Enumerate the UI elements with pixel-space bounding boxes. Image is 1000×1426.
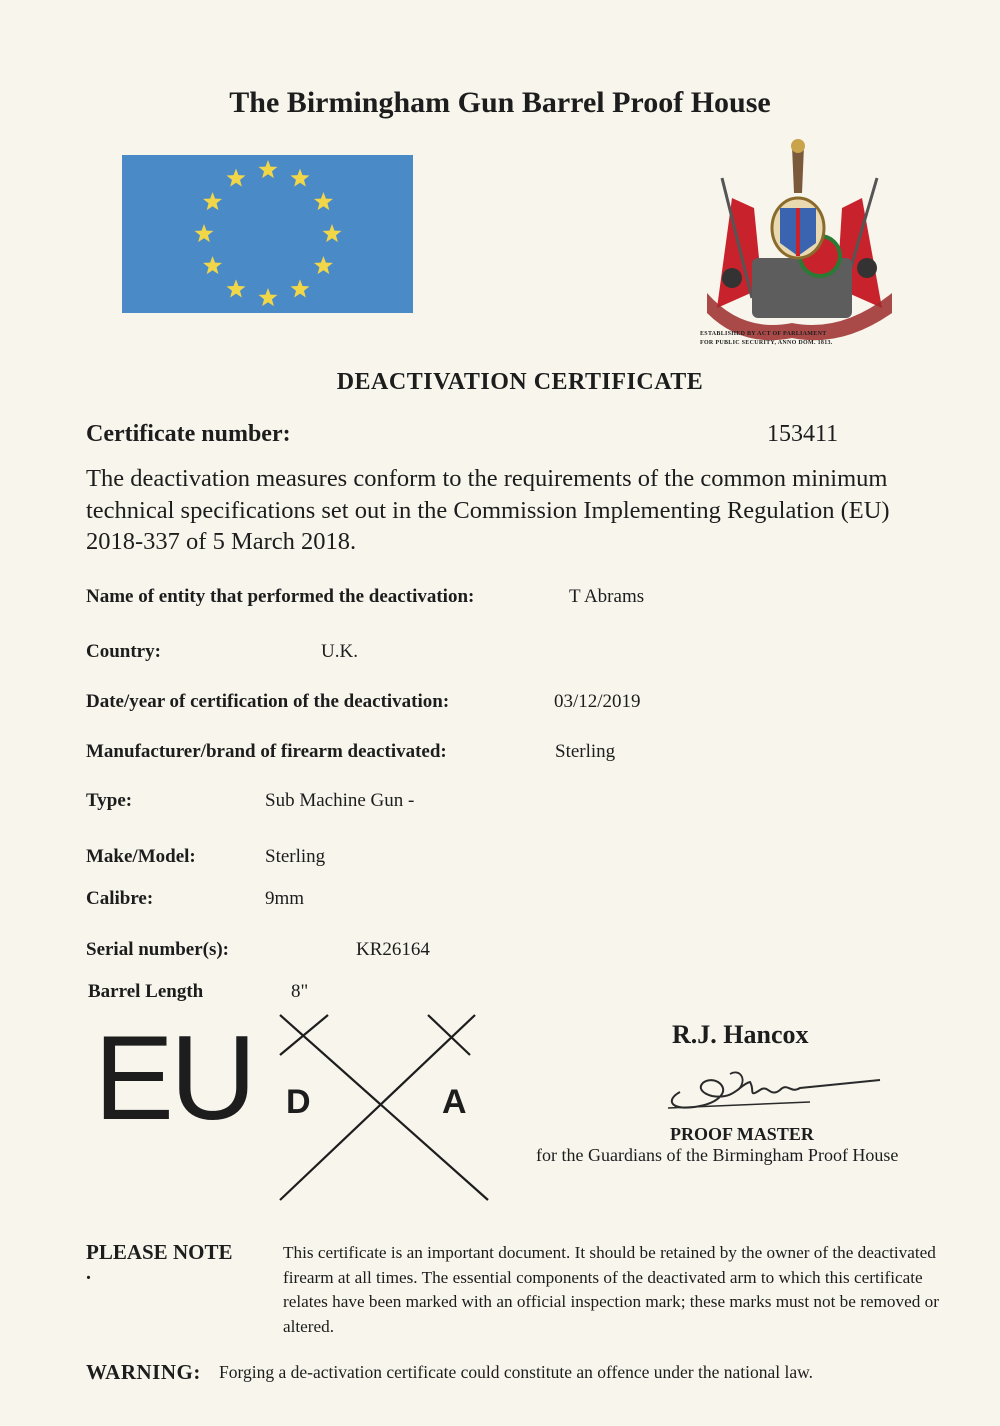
field-make-value: Sterling (265, 846, 326, 867)
field-serial-value: KR26164 (356, 939, 430, 960)
field-calibre-label: Calibre: (86, 888, 154, 909)
signature-icon (660, 1060, 885, 1120)
field-date-value: 03/12/2019 (554, 691, 641, 712)
field-calibre-value: 9mm (265, 888, 305, 909)
field-country-label: Country: (86, 641, 161, 662)
field-serial-label: Serial number(s): (86, 939, 230, 960)
mark-letter-d: D (286, 1083, 311, 1121)
field-country-value: U.K. (321, 641, 358, 662)
please-note-text: This certificate is an important document. It should be retained by the owner of the deactivated firearm at all times. The essential components of the deactivated arm to which this certificate relates have been marked with an official inspection mark; these marks must not be removed or altered. (283, 1243, 939, 1336)
field-manufacturer-value: Sterling (555, 741, 616, 762)
field-manufacturer-label: Manufacturer/brand of firearm deactivated: (86, 741, 447, 762)
field-entity-value: T Abrams (569, 586, 645, 607)
field-type-label: Type: (86, 790, 133, 811)
certificate-number-value: 153411 (767, 421, 839, 447)
please-note-bullet: . (86, 1262, 91, 1284)
signatory-title: PROOF MASTER (670, 1124, 814, 1144)
motto-line-2: FOR PUBLIC SECURITY, ANNO DOM. 1813. (700, 340, 833, 346)
field-barrel-label: Barrel Length (88, 981, 204, 1002)
warning-heading: WARNING: (86, 1360, 201, 1384)
please-note-heading: PLEASE NOTE (86, 1240, 233, 1264)
warning-text: Forging a de-activation certificate could constitute an offence under the national law. (219, 1362, 813, 1382)
certificate-number-label: Certificate number: (86, 421, 291, 447)
issuer-title: The Birmingham Gun Barrel Proof House (229, 86, 771, 119)
signatory-name: R.J. Hancox (672, 1020, 809, 1049)
motto-line-1: ESTABLISHED BY ACT OF PARLIAMENT (700, 331, 827, 337)
signatory-affiliation: for the Guardians of the Birmingham Proof House (536, 1145, 899, 1165)
eu-flag-icon (122, 155, 413, 313)
document-title: DEACTIVATION CERTIFICATE (336, 369, 704, 395)
coat-of-arms-icon (692, 138, 904, 353)
conformity-statement: The deactivation measures conform to the requirements of the common minimum technical specifications set out in the Commission Implementing Regulation (EU) 2018-337 of 5 March 2018. (86, 465, 890, 555)
field-date-label: Date/year of certification of the deactivation: (86, 691, 450, 712)
field-entity-label: Name of entity that performed the deactivation: (86, 586, 475, 607)
mark-letter-a: A (442, 1083, 467, 1121)
field-barrel-value: 8" (291, 981, 309, 1002)
eu-mark: EU (94, 1011, 253, 1145)
field-make-label: Make/Model: (86, 846, 196, 867)
coat-of-arms-motto (700, 330, 900, 348)
field-type-value: Sub Machine Gun - (265, 790, 415, 811)
